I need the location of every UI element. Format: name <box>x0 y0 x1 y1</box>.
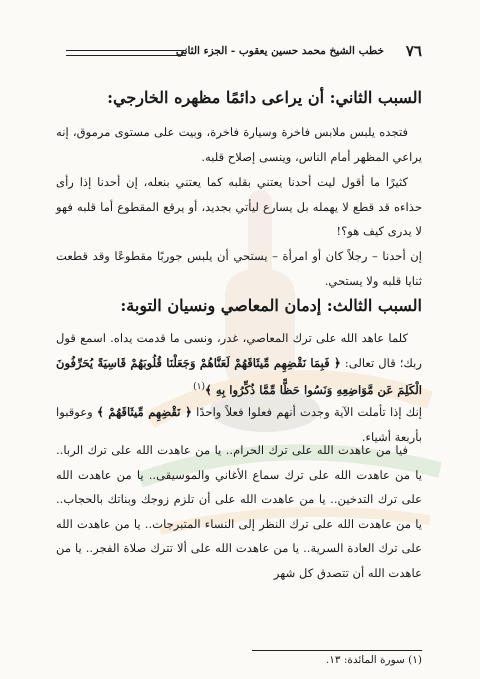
footnote-marker: (١) <box>193 382 205 392</box>
quran-verse: ﴿ فَبِمَا نَقْضِهِم مِّيثَاقَهُمْ لَعَنَّاهُمْ وَجَعَلْنَا قُلُوبَهُمْ قَاسِيَةً يُحَرِّفُونَ الْكَلِمَ عَن مَّوَاضِعِهِ وَنَسُوا حَظًّا مِّمَّا ذُكِّرُوا بِهِ ﴾ <box>56 355 422 397</box>
paragraph-heart-and-shoes <box>56 170 422 244</box>
paragraph-torn-sock <box>56 244 422 293</box>
header-double-rule <box>66 50 186 56</box>
book-title: خطب الشيخ محمد حسين يعقوب - الجزء الثاني <box>175 45 384 57</box>
paragraph-text: فتجده يلبس ملابس فاخرة وسيارة فاخرة، وبيت على مستوى مرموق، إنه يراعي المظهر أمام الناس، وينسى إصلاح قلبه. <box>56 125 422 164</box>
paragraph-text: إن أحدنا – رجلاً كان أو امرأة – يستحي أن يلبس جوربًا مقطوعًا وقد قطعت ثنايا قلبه ولا يستحي. <box>56 249 422 288</box>
paragraph-text: كثيرًا ما أقول ليت أحدنا يعتني بقلبه كما يعتني بنعله، إن أحدنا إذا رأى حذاءه قد قطع لا يهمله بل يسارع ليأتي بجديد، أو يرقع المقطوع أما قلبه فهو لا يدرى كيف هو؟! <box>56 175 422 238</box>
paragraph-oh-you-who-promised <box>56 438 422 585</box>
section-two-heading: السبب الثاني: أن يراعى دائمًا مظهره الخارجي: <box>107 88 422 107</box>
paragraph-broken-covenant <box>56 326 422 402</box>
paragraph-luxury-appearance <box>56 120 422 169</box>
section-three-heading: السبب الثالث: إدمان المعاصي ونسيان التوبة: <box>120 296 422 315</box>
quran-phrase: ﴿ نَقْضِهِم مِّيثَاقَهُمْ ﴾ <box>97 405 192 419</box>
running-header <box>66 42 422 62</box>
page-number: ٧٦ <box>405 42 422 60</box>
paragraph-text: فيا من عاهدت الله على ترك الحرام.. يا من عاهدت الله على ترك الربا.. يا من عاهدت الله على ترك سماع الأغاني والموسيقى.. يا من عاهدت الله على ترك التدخين.. يا من عاهدت الله على أن تلزم زوجك وبناتك بالحجاب.. يا من عاهدت الله على ترك النظر إلى النساء المتبرجات.. يا من عاهدت الله على ترك العادة السرية.. يا من عاهدت الله على ألا تترك صلاة الفجر.. يا من عاهدت الله أن تتصدق كل شهر <box>56 443 422 580</box>
footnote: (١) سورة المائدة: ١٣. <box>325 654 422 666</box>
paragraph-text-end: وعوقبوا بأربعة أشياء. <box>56 405 422 444</box>
footnote-separator <box>252 650 422 651</box>
paragraph-text: كلما عاهد الله على ترك المعاصي، غدر، ونسى ما قدمت يداه. اسمع قول ربك؛ قال تعالى: <box>56 331 422 370</box>
paragraph-text: إنك إذا تأملت الآية وجدت أنهم فعلوا فعلاً واحدًا <box>196 405 423 419</box>
